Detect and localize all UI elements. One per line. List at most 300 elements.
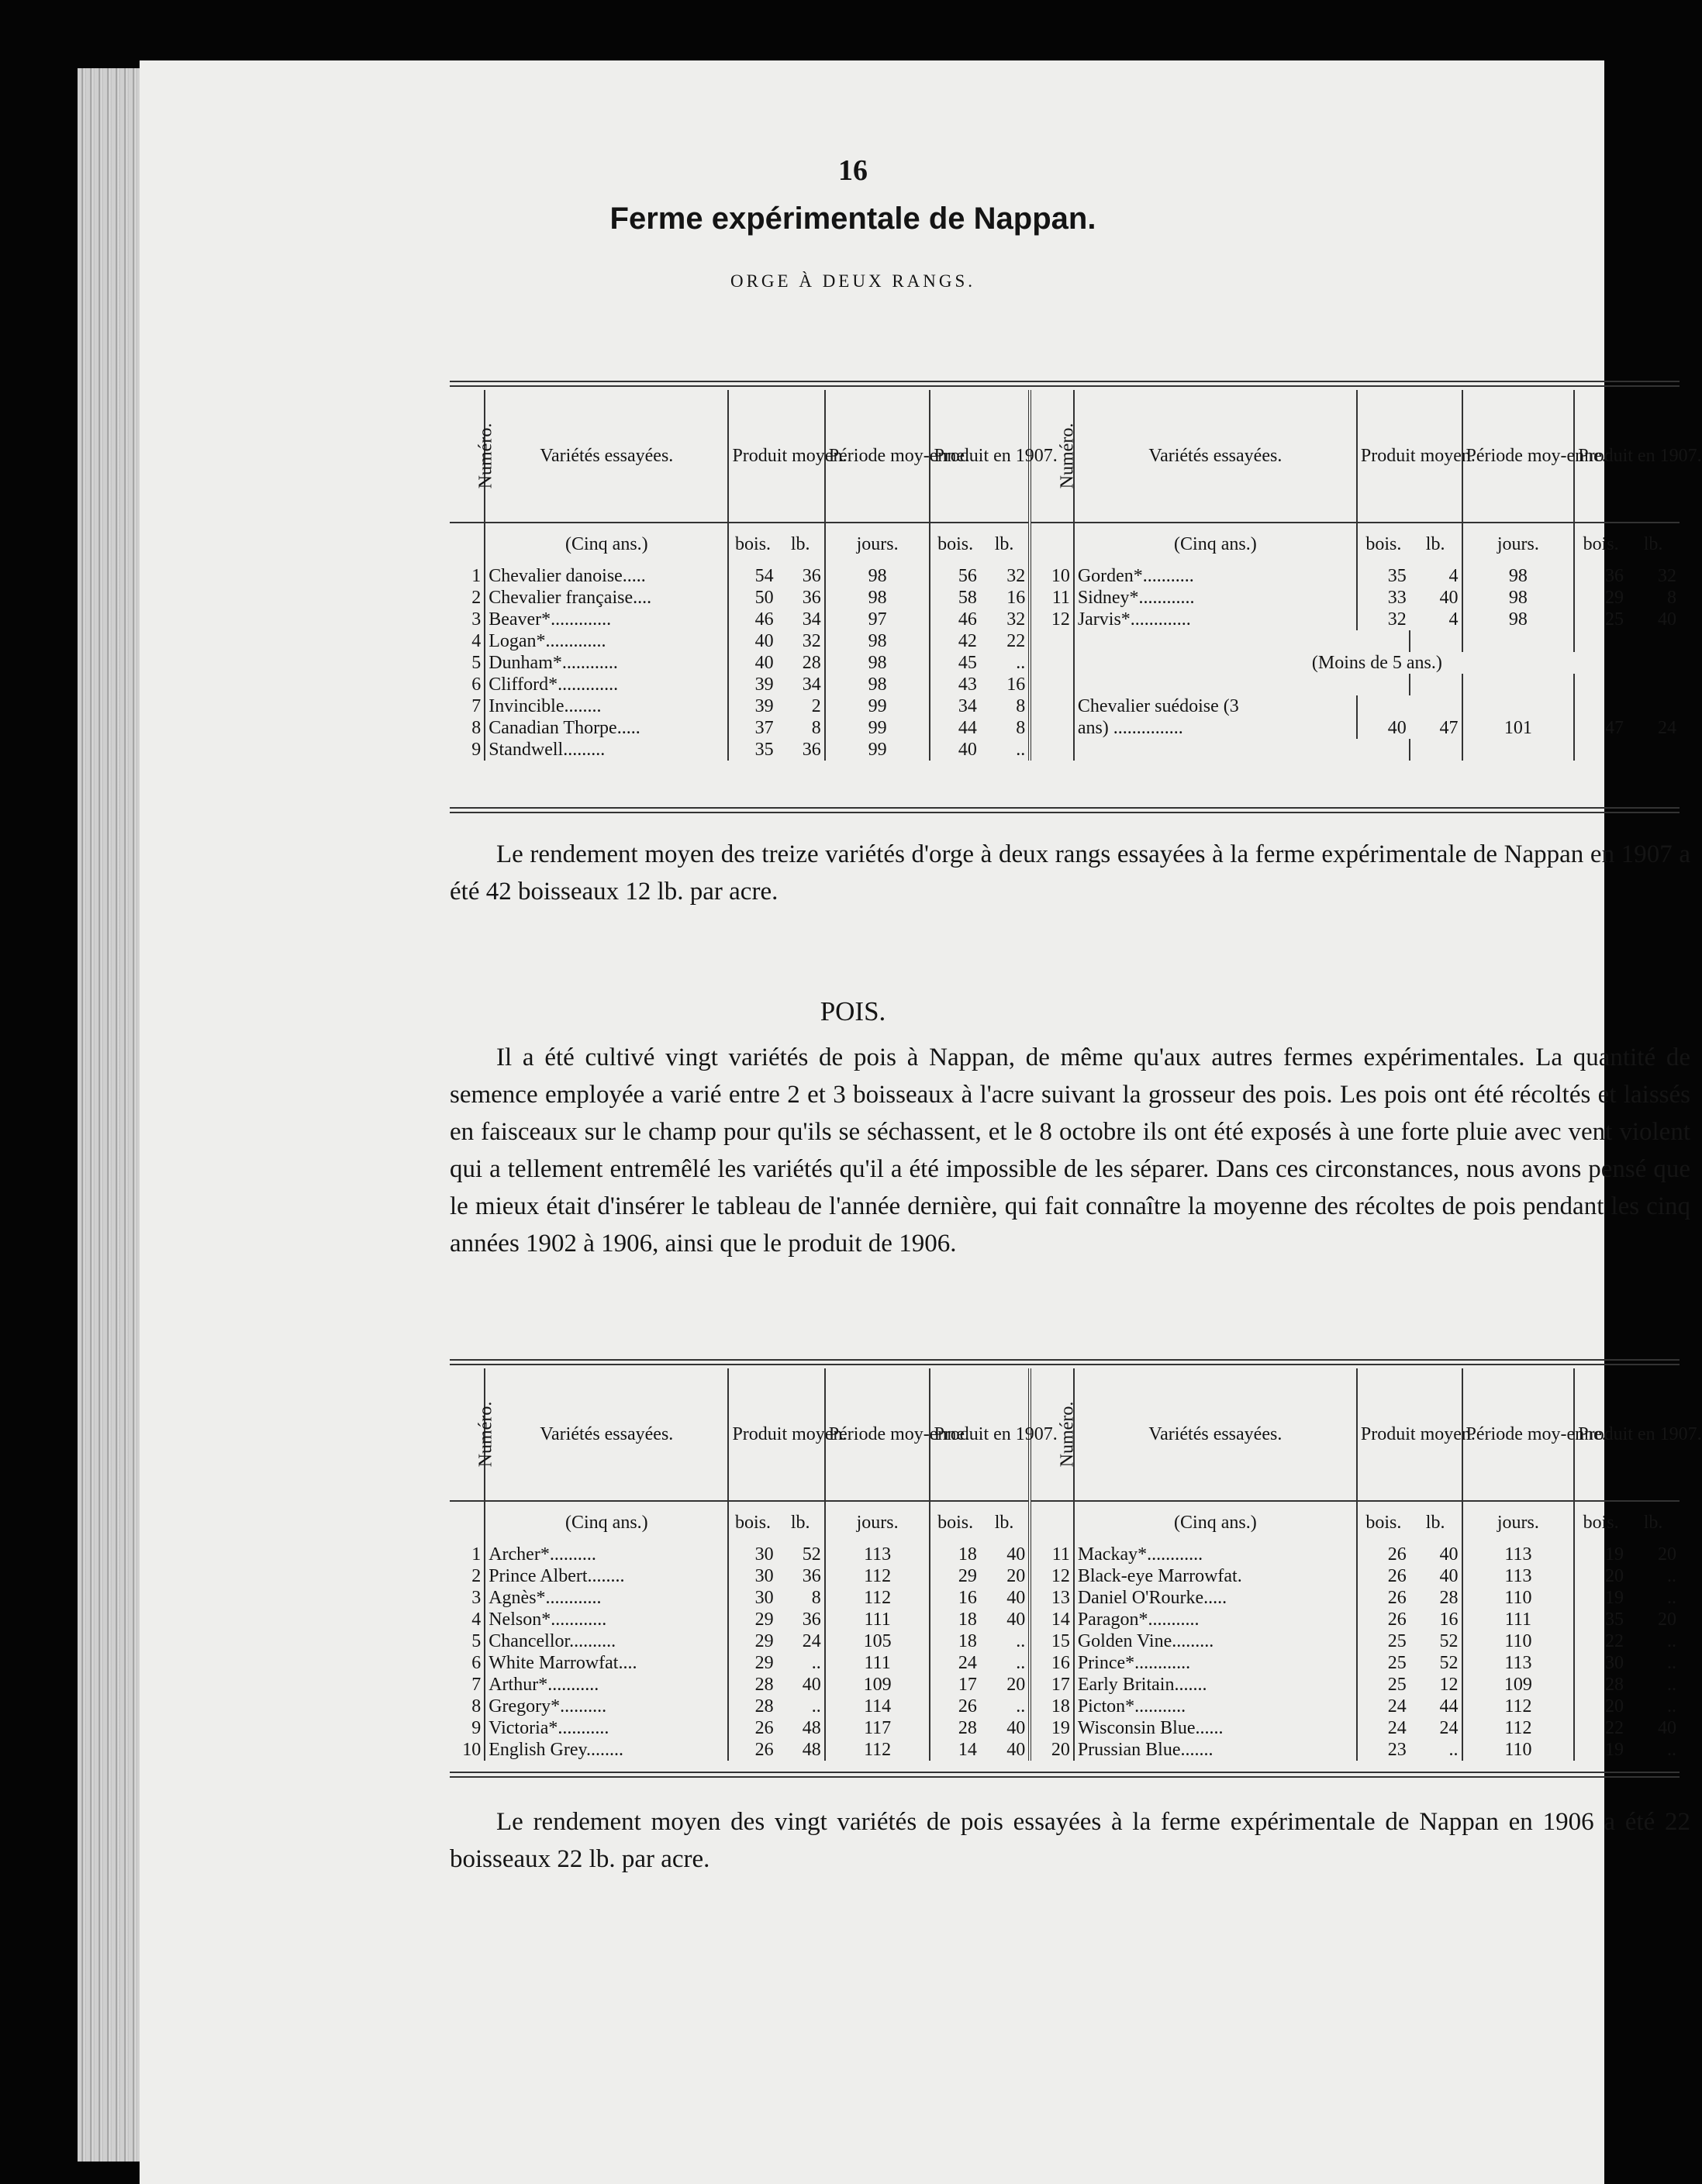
produit-lb: .. — [1016, 1653, 1026, 1673]
periode-jours: 114 — [825, 1696, 930, 1717]
col-header-produit-moyen: Produit moyen. — [728, 1368, 824, 1501]
produit-moyen-bois: 30 — [728, 1587, 776, 1609]
page-stack-edges — [78, 68, 147, 2162]
variety-name: Paragon*........... — [1074, 1609, 1357, 1630]
unit-lb: lb. — [994, 534, 1014, 554]
variety-name: Dunham*............ — [485, 652, 728, 674]
table-top-rule — [450, 1359, 1680, 1361]
row-number: 5 — [471, 653, 482, 673]
periode-jours: 117 — [825, 1717, 930, 1739]
periode-jours: 112 — [1462, 1696, 1575, 1717]
produit-moyen-lb: 52 — [802, 1544, 821, 1565]
produit-moyen-lb: 48 — [802, 1740, 821, 1760]
produit-moyen-lb: 52 — [1439, 1631, 1459, 1651]
produit-bois: 16 — [930, 1587, 979, 1609]
empty-cell — [1074, 630, 1357, 652]
produit-moyen-lb: .. — [811, 1653, 821, 1673]
periode-jours: 98 — [825, 587, 930, 609]
variety-name: Picton*........... — [1074, 1696, 1357, 1717]
row-number: 7 — [471, 696, 482, 716]
produit-moyen-lb: .. — [1448, 1740, 1459, 1760]
produit-lb: 40 — [1658, 609, 1676, 630]
produit-moyen-bois: 25 — [1357, 1674, 1410, 1696]
col-header-produit-moyen: Produit moyen. — [1357, 1368, 1462, 1501]
variety-name: Clifford*............. — [485, 674, 728, 695]
produit-moyen-bois: 26 — [1357, 1587, 1410, 1609]
table-row — [450, 630, 1680, 652]
produit-bois: 22 — [1574, 1630, 1627, 1652]
produit-moyen-bois: 30 — [728, 1565, 776, 1587]
table-row — [450, 1696, 1680, 1717]
periode-jours: 111 — [1462, 1609, 1575, 1630]
produit-moyen-lb: .. — [811, 1696, 821, 1716]
produit-moyen-bois: 26 — [1357, 1609, 1410, 1630]
col-header-produit-1907: Produit en 1907. — [930, 1368, 1030, 1501]
produit-moyen-lb: 32 — [802, 631, 821, 651]
produit-bois: 40 — [930, 739, 979, 761]
row-number: 12 — [1030, 1565, 1074, 1587]
produit-moyen-bois: 37 — [728, 717, 776, 739]
produit-moyen-bois: 26 — [1357, 1544, 1410, 1565]
variety-name: Chevalier française.... — [485, 587, 728, 609]
table-top-rule — [450, 1364, 1680, 1365]
col-header-numero: Numéro. — [450, 1368, 485, 1501]
moins-de-5-ans-label: (Moins de 5 ans.) — [1074, 652, 1680, 674]
produit-moyen-lb: 40 — [1439, 1544, 1459, 1565]
unit-bois: bois. — [930, 1501, 979, 1544]
produit-lb: 40 — [1006, 1740, 1026, 1760]
row-number: 9 — [471, 1718, 482, 1738]
unit-bois: bois. — [728, 1501, 776, 1544]
produit-bois: 19 — [1574, 1587, 1627, 1609]
table-row — [450, 717, 1680, 739]
unit-lb: lb. — [1425, 1513, 1445, 1533]
row-number: 14 — [1030, 1609, 1074, 1630]
empty-cell — [1462, 695, 1575, 717]
table-top-rule — [450, 381, 1680, 382]
empty-cell — [1410, 739, 1462, 761]
produit-bois: 29 — [1574, 587, 1627, 609]
empty-cell — [1030, 674, 1074, 695]
col-header-varietes: Variétés essayées. — [1074, 1368, 1357, 1501]
empty-cell — [1627, 695, 1680, 717]
produit-moyen-lb: 44 — [1439, 1696, 1459, 1716]
table-row — [450, 565, 1680, 587]
produit-lb: 20 — [1658, 1610, 1676, 1630]
produit-bois: 29 — [930, 1565, 979, 1587]
col-header-produit-moyen: Produit moyen. — [1357, 390, 1462, 523]
produit-moyen-bois: 30 — [728, 1544, 776, 1565]
empty-cell — [1410, 630, 1462, 652]
row-number: 7 — [471, 1675, 482, 1695]
produit-lb: .. — [1667, 1675, 1676, 1695]
unit-jours: jours. — [825, 1501, 930, 1544]
empty-cell — [1030, 630, 1074, 652]
table-row — [450, 652, 1680, 674]
table-bottom-rule — [450, 807, 1680, 809]
table-row — [450, 1630, 1680, 1652]
row-number: 13 — [1030, 1587, 1074, 1609]
produit-moyen-lb: 48 — [802, 1718, 821, 1738]
col-header-periode: Période moy-enne. — [825, 1368, 930, 1501]
row-number: 1 — [471, 1544, 482, 1565]
variety-name: Archer*.......... — [485, 1544, 728, 1565]
table-row — [450, 1544, 1680, 1565]
variety-name: Invincible........ — [485, 695, 728, 717]
periode-jours: 112 — [1462, 1717, 1575, 1739]
row-number: 5 — [471, 1631, 482, 1651]
col-header-numero: Numéro. — [1030, 1368, 1074, 1501]
produit-bois: 20 — [1574, 1696, 1627, 1717]
produit-moyen-bois: 32 — [1357, 609, 1410, 630]
produit-moyen-lb: 34 — [802, 675, 821, 695]
table-row — [450, 1587, 1680, 1609]
table-row — [450, 1739, 1680, 1761]
produit-moyen-bois: 25 — [1357, 1630, 1410, 1652]
produit-lb: 40 — [1006, 1544, 1026, 1565]
row-number: 10 — [462, 1740, 482, 1760]
empty-cell — [1462, 630, 1575, 652]
orge-table — [450, 390, 1702, 761]
produit-lb: .. — [1016, 1631, 1026, 1651]
table-row — [450, 1565, 1680, 1587]
document-page — [140, 60, 1702, 2184]
col-header-periode: Période moy-enne. — [1462, 390, 1575, 523]
unit-bois: bois. — [1357, 523, 1410, 565]
row-number: 2 — [471, 1566, 482, 1586]
produit-moyen-bois: 24 — [1357, 1717, 1410, 1739]
produit-lb: 20 — [1658, 1544, 1676, 1565]
periode-jours: 99 — [825, 717, 930, 739]
produit-moyen-lb: 40 — [802, 1675, 821, 1695]
section-title-orge: ORGE À DEUX RANGS. — [730, 271, 976, 291]
produit-bois: 25 — [1574, 609, 1627, 630]
variety-name: Black-eye Marrowfat. — [1074, 1565, 1357, 1587]
col-header-produit-1907: Produit en 1907. — [1574, 390, 1680, 523]
unit-cinq-ans: (Cinq ans.) — [485, 523, 728, 565]
empty-cell — [1462, 674, 1575, 695]
row-number: 19 — [1030, 1717, 1074, 1739]
empty-cell — [1574, 630, 1627, 652]
produit-bois: 26 — [930, 1696, 979, 1717]
produit-moyen-bois: 26 — [1357, 1565, 1410, 1587]
periode-jours: 109 — [825, 1674, 930, 1696]
produit-lb: .. — [1667, 1740, 1676, 1760]
row-number: 8 — [471, 1696, 482, 1716]
produit-lb: 40 — [1006, 1610, 1026, 1630]
periode-jours: 110 — [1462, 1630, 1575, 1652]
periode-jours: 98 — [1462, 609, 1575, 630]
produit-moyen-lb: 36 — [802, 588, 821, 608]
row-number: 11 — [1030, 587, 1074, 609]
produit-moyen-bois: 29 — [728, 1652, 776, 1674]
produit-moyen-bois: 25 — [1357, 1652, 1410, 1674]
produit-lb: .. — [1667, 1566, 1676, 1586]
produit-moyen-lb: 36 — [802, 566, 821, 586]
produit-moyen-lb: 4 — [1448, 609, 1459, 630]
produit-moyen-lb: 16 — [1439, 1610, 1459, 1630]
empty-cell — [1074, 674, 1357, 695]
produit-moyen-lb: 36 — [802, 1610, 821, 1630]
row-number: 20 — [1030, 1739, 1074, 1761]
row-number: 4 — [471, 1610, 482, 1630]
produit-moyen-bois: 28 — [728, 1674, 776, 1696]
col-header-produit-1907: Produit en 1907. — [1574, 1368, 1680, 1501]
periode-jours: 113 — [1462, 1544, 1575, 1565]
variety-name: Agnès*............ — [485, 1587, 728, 1609]
produit-bois: 42 — [930, 630, 979, 652]
periode-jours: 99 — [825, 695, 930, 717]
row-number: 18 — [1030, 1696, 1074, 1717]
produit-moyen-bois: 40 — [728, 630, 776, 652]
produit-moyen-bois: 40 — [1357, 717, 1410, 739]
empty-cell — [1357, 630, 1410, 652]
produit-moyen-bois: 40 — [728, 652, 776, 674]
produit-moyen-lb: 24 — [1439, 1718, 1459, 1738]
unit-cinq-ans: (Cinq ans.) — [485, 1501, 728, 1544]
produit-bois: 58 — [930, 587, 979, 609]
pois-table — [450, 1368, 1702, 1761]
unit-lb: lb. — [790, 534, 810, 554]
variety-name: Golden Vine......... — [1074, 1630, 1357, 1652]
produit-bois: 14 — [930, 1739, 979, 1761]
produit-bois: 34 — [930, 695, 979, 717]
variety-name: Arthur*........... — [485, 1674, 728, 1696]
row-number: 11 — [1030, 1544, 1074, 1565]
produit-bois: 22 — [1574, 1717, 1627, 1739]
produit-moyen-bois: 28 — [728, 1696, 776, 1717]
unit-cinq-ans: (Cinq ans.) — [1074, 523, 1357, 565]
unit-bois: bois. — [728, 523, 776, 565]
produit-moyen-bois: 39 — [728, 674, 776, 695]
produit-bois: 47 — [1574, 717, 1627, 739]
variety-name: Victoria*........... — [485, 1717, 728, 1739]
variety-name: Jarvis*............. — [1074, 609, 1357, 630]
periode-jours: 111 — [825, 1609, 930, 1630]
variety-name: Chevalier suédoise (3 — [1074, 695, 1357, 717]
table-row — [450, 1717, 1680, 1739]
col-header-produit-1907: Produit en 1907. — [930, 390, 1030, 523]
unit-lb: lb. — [994, 1513, 1014, 1533]
periode-jours: 113 — [825, 1544, 930, 1565]
empty-cell — [1030, 739, 1074, 761]
unit-lb: lb. — [1425, 534, 1445, 554]
row-number: 9 — [471, 740, 482, 760]
col-header-periode: Période moy-enne. — [1462, 1368, 1575, 1501]
periode-jours: 101 — [1462, 717, 1575, 739]
col-header-varietes: Variétés essayées. — [485, 390, 728, 523]
unit-cinq-ans: (Cinq ans.) — [1074, 1501, 1357, 1544]
empty-cell — [1410, 674, 1462, 695]
produit-moyen-bois: 24 — [1357, 1696, 1410, 1717]
empty-cell — [1574, 674, 1627, 695]
empty-cell — [1410, 695, 1462, 717]
unit-bois: bois. — [930, 523, 979, 565]
produit-moyen-bois: 26 — [728, 1739, 776, 1761]
produit-lb: 40 — [1006, 1718, 1026, 1738]
variety-name: Gregory*.......... — [485, 1696, 728, 1717]
unit-jours: jours. — [1462, 523, 1575, 565]
row-number: 3 — [471, 1588, 482, 1608]
produit-bois: 45 — [930, 652, 979, 674]
produit-lb: 8 — [1667, 588, 1676, 608]
empty-cell — [1357, 739, 1410, 761]
empty-cell — [1627, 739, 1680, 761]
unit-lb: lb. — [790, 1513, 810, 1533]
produit-bois: 17 — [930, 1674, 979, 1696]
produit-moyen-lb: 40 — [1439, 1566, 1459, 1586]
col-header-produit-moyen: Produit moyen. — [728, 390, 824, 523]
produit-bois: 46 — [930, 609, 979, 630]
unit-jours: jours. — [1462, 1501, 1575, 1544]
table-row — [450, 674, 1680, 695]
periode-jours: 110 — [1462, 1739, 1575, 1761]
empty-cell — [1357, 674, 1410, 695]
table-bottom-rule — [450, 1776, 1680, 1778]
produit-bois: 18 — [930, 1609, 979, 1630]
col-header-numero: Numéro. — [1030, 390, 1074, 523]
empty-cell — [1357, 695, 1410, 717]
produit-bois: 35 — [1574, 1609, 1627, 1630]
produit-bois: 19 — [1574, 1544, 1627, 1565]
produit-moyen-bois: 23 — [1357, 1739, 1410, 1761]
periode-jours: 105 — [825, 1630, 930, 1652]
row-number: 10 — [1030, 565, 1074, 587]
produit-lb: 24 — [1658, 718, 1676, 738]
variety-name: Daniel O'Rourke..... — [1074, 1587, 1357, 1609]
produit-moyen-lb: 12 — [1439, 1675, 1459, 1695]
empty-cell — [1074, 739, 1357, 761]
variety-name: Gorden*........... — [1074, 565, 1357, 587]
produit-moyen-bois: 33 — [1357, 587, 1410, 609]
produit-moyen-bois: 35 — [728, 739, 776, 761]
produit-lb: 32 — [1006, 566, 1026, 586]
row-number: 2 — [471, 588, 482, 608]
produit-moyen-bois: 29 — [728, 1630, 776, 1652]
periode-jours: 99 — [825, 739, 930, 761]
periode-jours: 98 — [825, 565, 930, 587]
row-number: 3 — [471, 609, 482, 630]
produit-moyen-bois: 46 — [728, 609, 776, 630]
variety-name: Early Britain....... — [1074, 1674, 1357, 1696]
produit-moyen-lb: 8 — [811, 1588, 821, 1608]
variety-name: Nelson*............ — [485, 1609, 728, 1630]
col-header-numero: Numéro. — [450, 390, 485, 523]
page-title: Ferme expérimentale de Nappan. — [609, 202, 1096, 236]
produit-lb: .. — [1016, 1696, 1026, 1716]
produit-lb: .. — [1667, 1588, 1676, 1608]
row-number: 8 — [471, 718, 482, 738]
periode-jours: 112 — [825, 1739, 930, 1761]
periode-jours: 98 — [825, 630, 930, 652]
produit-bois: 44 — [930, 717, 979, 739]
produit-lb: 16 — [1006, 675, 1026, 695]
produit-moyen-lb: 2 — [811, 696, 821, 716]
produit-moyen-lb: 34 — [802, 609, 821, 630]
produit-lb: .. — [1667, 1696, 1676, 1716]
empty-cell — [1030, 695, 1074, 717]
produit-bois: 28 — [930, 1717, 979, 1739]
variety-name: Prussian Blue....... — [1074, 1739, 1357, 1761]
produit-bois: 28 — [1574, 1674, 1627, 1696]
unit-bois: bois. — [1574, 523, 1627, 565]
unit-bois: bois. — [1574, 1501, 1627, 1544]
produit-lb: .. — [1667, 1653, 1676, 1673]
table-row — [450, 739, 1680, 761]
unit-lb: lb. — [1643, 534, 1663, 554]
row-number: 12 — [1030, 609, 1074, 630]
produit-bois: 20 — [1574, 1565, 1627, 1587]
periode-jours: 98 — [1462, 587, 1575, 609]
produit-lb: 16 — [1006, 588, 1026, 608]
produit-bois: 43 — [930, 674, 979, 695]
row-number: 15 — [1030, 1630, 1074, 1652]
paragraph-pois-intro: Il a été cultivé vingt variétés de pois à Nappan, de même qu'aux autres fermes expérimentales. La quantité de semence employée a varié entre 2 et 3 boisseaux à l'acre suivant la grosseur des pois. Les pois ont été récoltés et laissés en faisceaux sur le champ pour qu'ils se séchassent, et le 8 octobre ils ont été exposés à une forte pluie avec vent violent qui a tellement entremêlé les variétés qu'il a été impossible de les séparer. Dans ces circonstances, nous avons pensé que le mieux était d'insérer le tableau de l'année dernière, qui fait connaître la moyenne des récoltes de pois pendant les cinq années 1902 à 1906, ainsi que le produit de 1906. — [450, 1044, 1690, 1258]
col-header-varietes: Variétés essayées. — [1074, 390, 1357, 523]
produit-moyen-lb: 8 — [811, 718, 821, 738]
variety-name: Standwell......... — [485, 739, 728, 761]
row-number: 6 — [471, 1653, 482, 1673]
unit-jours: jours. — [825, 523, 930, 565]
produit-moyen-bois: 54 — [728, 565, 776, 587]
produit-lb: 8 — [1016, 696, 1026, 716]
periode-jours: 98 — [1462, 565, 1575, 587]
page-number: 16 — [838, 154, 868, 187]
produit-moyen-bois: 50 — [728, 587, 776, 609]
produit-lb: 32 — [1658, 566, 1676, 586]
table-row — [450, 695, 1680, 717]
produit-moyen-lb: 4 — [1448, 566, 1459, 586]
produit-lb: 40 — [1006, 1588, 1026, 1608]
table-row — [450, 1674, 1680, 1696]
variety-name: English Grey........ — [485, 1739, 728, 1761]
variety-name: Canadian Thorpe..... — [485, 717, 728, 739]
produit-lb: 20 — [1006, 1566, 1026, 1586]
empty-cell — [1627, 674, 1680, 695]
row-number: 16 — [1030, 1652, 1074, 1674]
produit-bois: 18 — [930, 1630, 979, 1652]
produit-bois: 24 — [930, 1652, 979, 1674]
periode-jours: 112 — [825, 1587, 930, 1609]
variety-name: Mackay*............ — [1074, 1544, 1357, 1565]
periode-jours: 98 — [825, 674, 930, 695]
empty-cell — [1030, 717, 1074, 739]
produit-moyen-bois: 39 — [728, 695, 776, 717]
periode-jours: 111 — [825, 1652, 930, 1674]
col-header-varietes: Variétés essayées. — [485, 1368, 728, 1501]
empty-cell — [1030, 652, 1074, 674]
produit-lb: .. — [1016, 653, 1026, 673]
periode-jours: 113 — [1462, 1565, 1575, 1587]
variety-name: Prince Albert........ — [485, 1565, 728, 1587]
variety-name: Beaver*............. — [485, 609, 728, 630]
variety-name: Chancellor.......... — [485, 1630, 728, 1652]
empty-cell — [1574, 739, 1627, 761]
produit-moyen-lb: 28 — [802, 653, 821, 673]
table-row — [450, 609, 1680, 630]
table-bottom-rule — [450, 812, 1680, 813]
produit-lb: .. — [1667, 1631, 1676, 1651]
periode-jours: 109 — [1462, 1674, 1575, 1696]
periode-jours: 97 — [825, 609, 930, 630]
paragraph-pois-summary: Le rendement moyen des vingt variétés de pois essayées à la ferme expérimentale de Nappan en 1906 a été 22 boisseaux 22 lb. par acre. — [450, 1808, 1690, 1873]
periode-jours: 98 — [825, 652, 930, 674]
row-number: 4 — [471, 631, 482, 651]
produit-bois: 18 — [930, 1544, 979, 1565]
produit-lb: .. — [1016, 740, 1026, 760]
row-number: 1 — [471, 566, 482, 586]
col-header-periode: Période moy-enne. — [825, 390, 930, 523]
